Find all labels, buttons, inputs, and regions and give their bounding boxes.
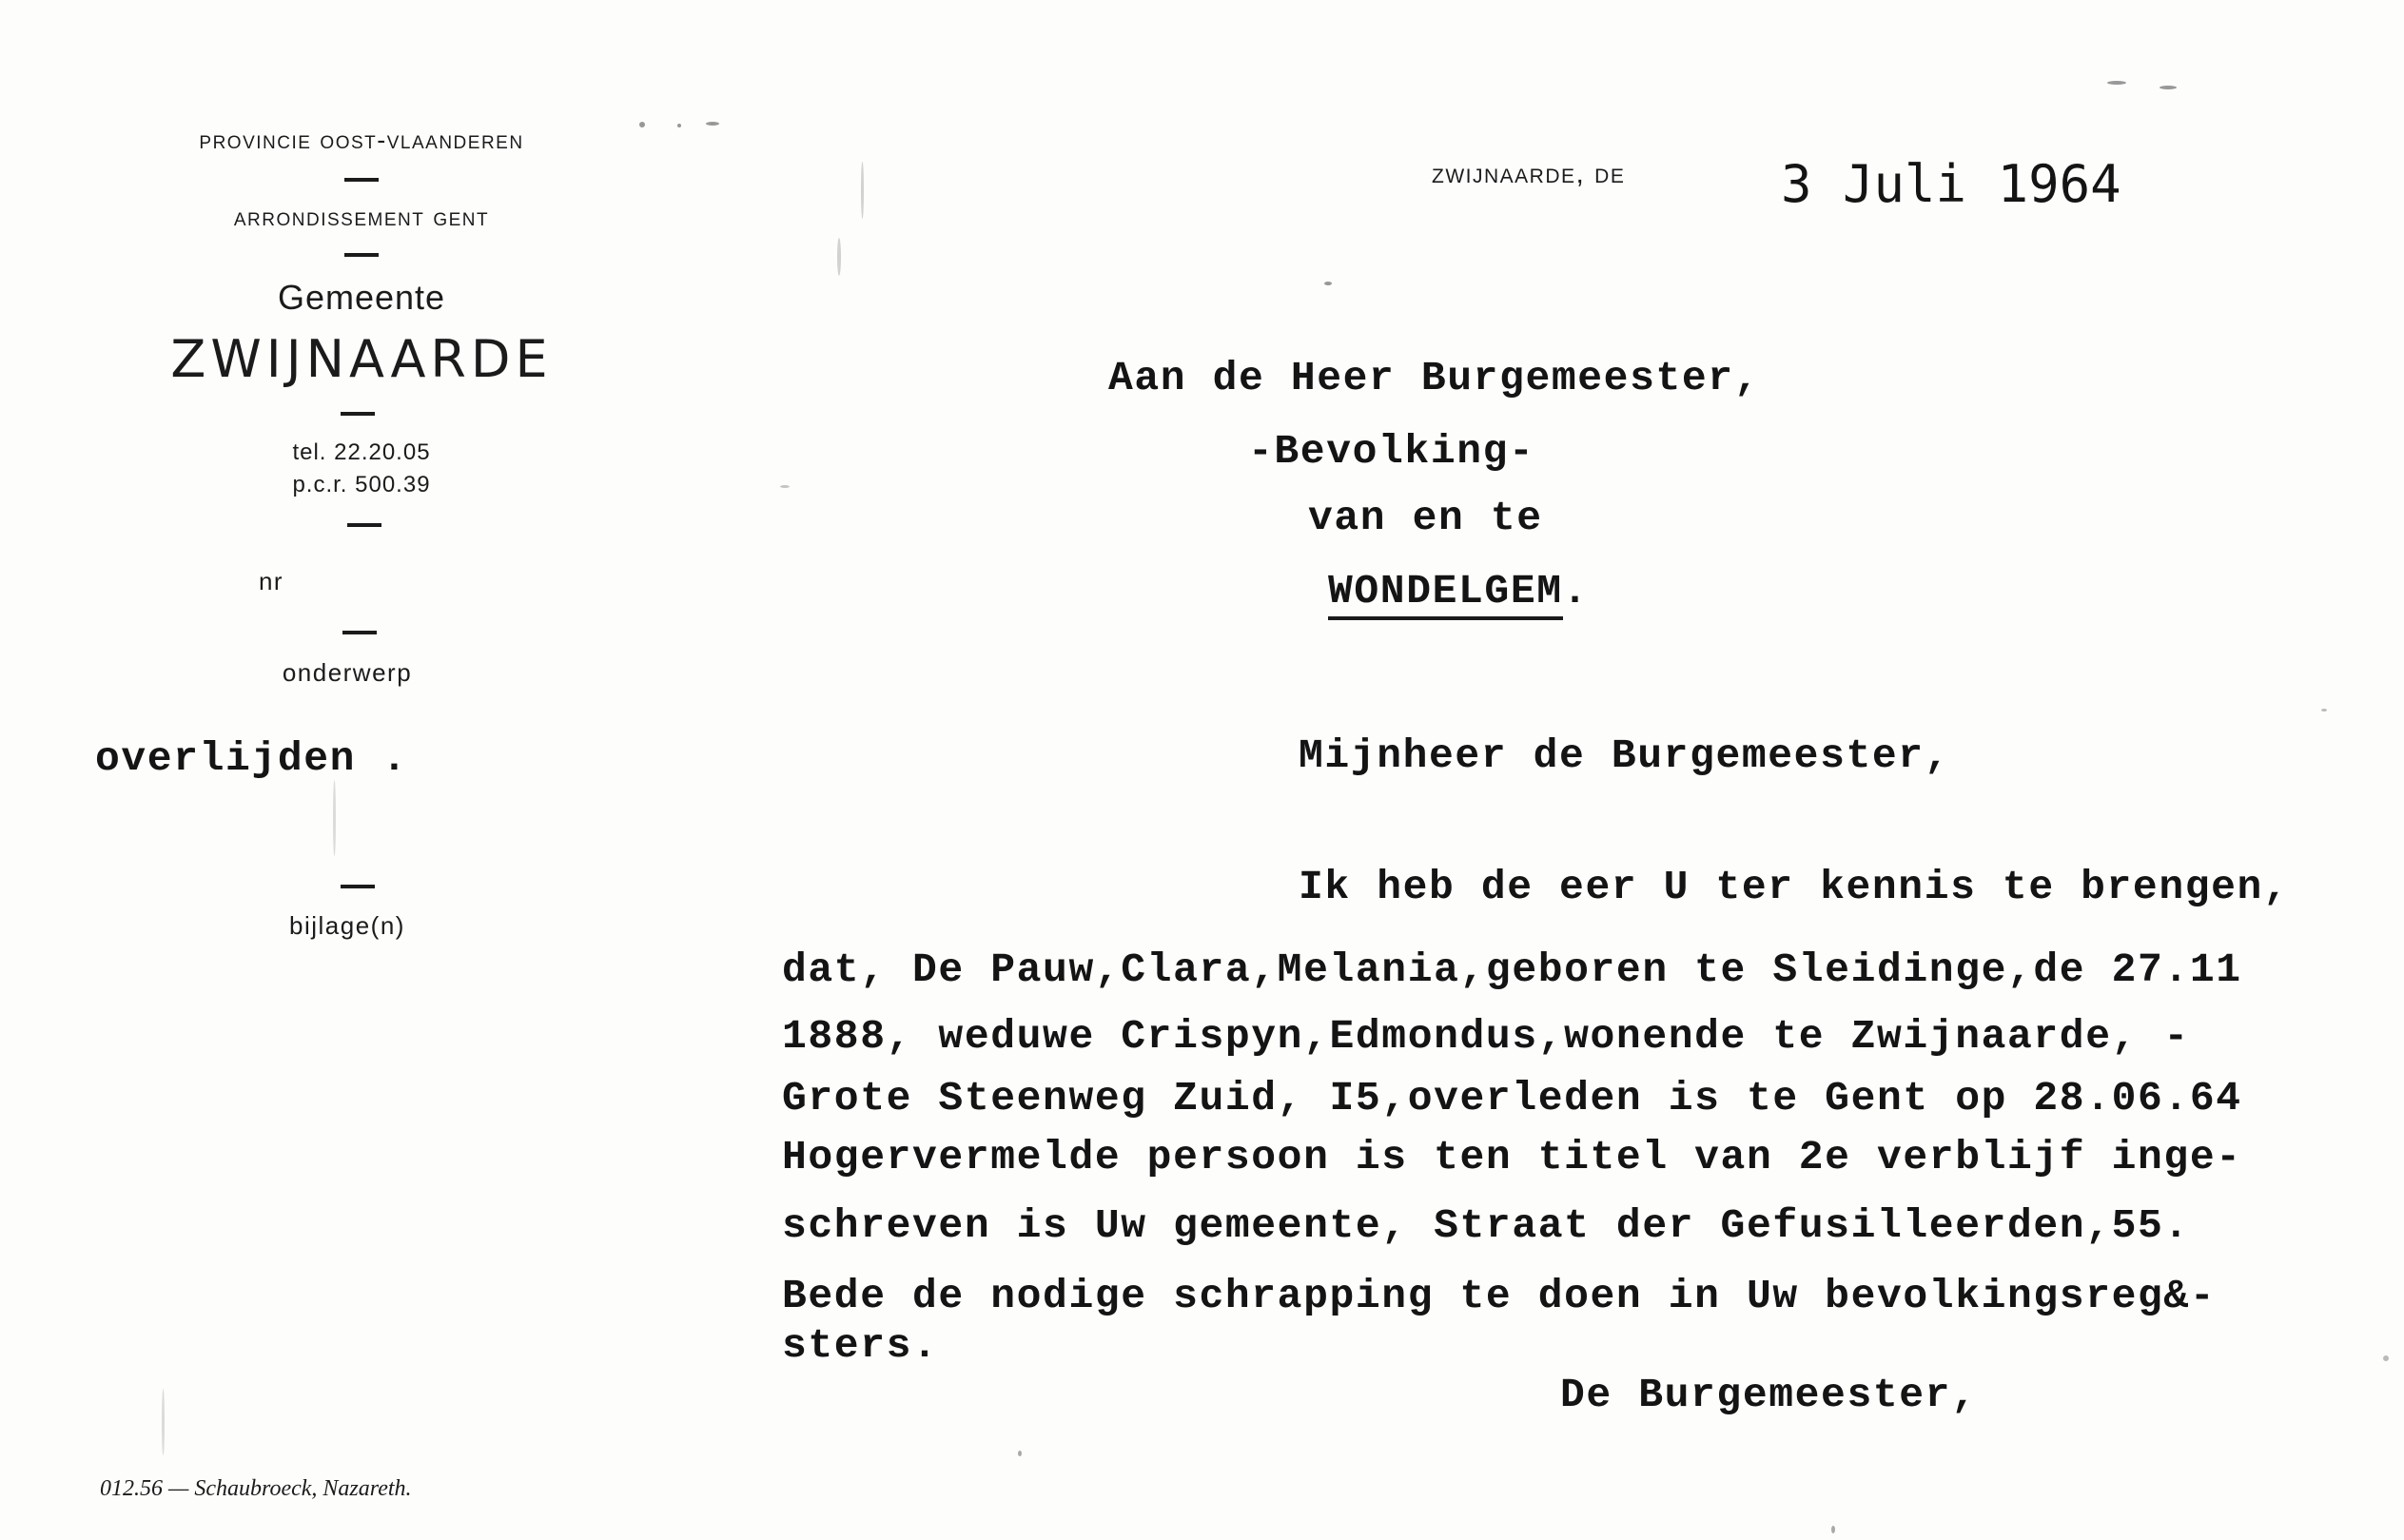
letterhead-divider: [342, 631, 377, 634]
scan-speck: [780, 485, 790, 488]
scan-speck: [2383, 1355, 2389, 1361]
scan-speck: [706, 122, 719, 126]
addressee-line-2: -Bevolking-: [1248, 428, 1535, 475]
body-line-8: sters.: [782, 1322, 939, 1369]
scan-speck: [837, 238, 841, 276]
scan-speck: [1324, 282, 1332, 285]
scan-speck: [162, 1389, 165, 1455]
letterhead-district: arrondissement gent: [233, 203, 490, 231]
letterhead-pcr: p.c.r. 500.39: [292, 472, 431, 497]
body-line-2: dat, De Pauw,Clara,Melania,geboren te Sleidinge,de 27.11: [782, 946, 2242, 993]
dateline-date: 3 Juli 1964: [1781, 154, 2121, 214]
scan-speck: [677, 124, 681, 127]
printer-note: 012.56 — Schaubroeck, Nazareth.: [100, 1476, 412, 1501]
letterhead-province: provincie oost-vlaanderen: [199, 126, 524, 154]
scan-speck: [333, 780, 336, 856]
letterhead-divider: [341, 885, 375, 888]
letterhead-phone: tel. 22.20.05: [292, 439, 431, 465]
letterhead-municipality-label: Gemeente: [277, 278, 446, 317]
signature: De Burgemeester,: [1560, 1372, 1978, 1418]
scan-speck: [1018, 1451, 1022, 1456]
addressee-town-period: .: [1562, 568, 1590, 614]
dateline-place: zwijnaarde, de: [1432, 158, 1626, 189]
addressee-line-3: van en te: [1308, 495, 1543, 541]
letterhead-number-label: nr: [258, 567, 284, 595]
letterhead-divider: [347, 523, 381, 527]
letterhead-subject-value: overlijden .: [95, 735, 408, 782]
body-line-5: Hogervermelde persoon is ten titel van 2e verblijf inge-: [782, 1134, 2242, 1180]
letterhead-subject-label: onderwerp: [282, 658, 413, 687]
addressee-town: WONDELGEM: [1328, 568, 1563, 620]
addressee-line-1: Aan de Heer Burgemeester,: [1108, 355, 1761, 401]
scan-speck: [2321, 709, 2327, 712]
scan-speck: [1831, 1526, 1835, 1533]
letterhead-divider: [344, 178, 379, 182]
letterhead-attachments-label: bijlage(n): [289, 911, 405, 940]
salutation: Mijnheer de Burgemeester,: [1299, 732, 1951, 779]
letterhead-divider: [341, 412, 375, 416]
addressee-line-4: [1328, 568, 1589, 614]
scan-speck: [2107, 81, 2126, 85]
scan-speck: [861, 162, 864, 219]
body-line-7: Bede de nodige schrapping te doen in Uw bevolkingsreg&-: [782, 1273, 2217, 1319]
scan-speck: [2160, 86, 2177, 89]
scan-speck: [639, 122, 645, 127]
body-line-3: 1888, weduwe Crispyn,Edmondus,wonende te Zwijnaarde, -: [782, 1013, 2190, 1060]
letterhead-municipality-name: ZWIJNAARDE: [170, 329, 553, 389]
letterhead-divider: [344, 253, 379, 257]
body-line-1: Ik heb de eer U ter kennis te brengen,: [1299, 864, 2290, 910]
body-line-4: Grote Steenweg Zuid, I5,overleden is te Gent op 28.06.64: [782, 1075, 2242, 1121]
body-line-6: schreven is Uw gemeente, Straat der Gefusilleerden,55.: [782, 1202, 2190, 1249]
